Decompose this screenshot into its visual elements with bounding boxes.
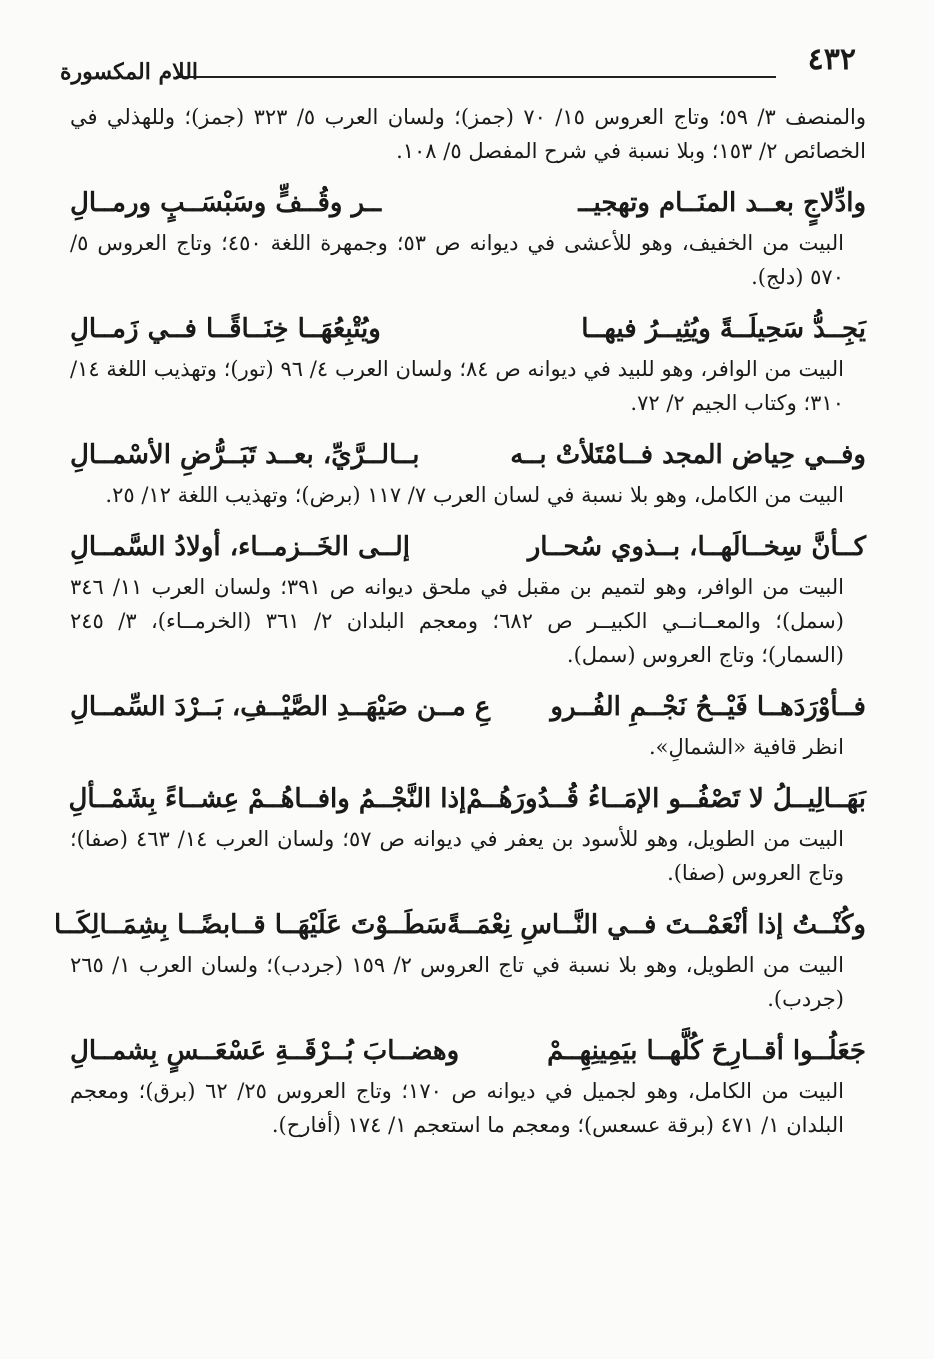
verse-first-hemistich: وفــي حِياض المجد فــامْتَلأتْ بــه (510, 440, 866, 470)
verse (70, 1028, 866, 1074)
entry-7 (54, 902, 866, 1016)
entry-note: البيت من الوافر، وهو للبيد في ديوانه ص ٨٤؛ ولسان العرب ٤/ ٩٦ (تور)؛ وتهذيب اللغة ١٤/ ٣١٠؛ وكتاب الجيم ٢/ ٧٢. (70, 357, 845, 415)
entry-3 (70, 432, 866, 512)
chapter-title: اللام المكسورة (60, 59, 199, 85)
entry-note: البيت من الوافر، وهو لتميم بن مقبل في ملحق ديوانه ص ٣٩١؛ ولسان العرب ١١/ ٣٤٦ (سمل)؛ والمعــانــي الكبيــر ص ٦٨٢؛ ومعجم البلدان ٢/ ٣٦١ (الخرمــاء)، ٣/ ٢٤٥ (السمار)؛ وتاج العروس (سمل). (70, 575, 844, 667)
verse (70, 524, 866, 570)
verse-first-hemistich: بَهَــالِيــلُ لا تَصْفُــو الإمَــاءُ قُــدُورَهُــمْ (466, 784, 866, 814)
verse (70, 432, 866, 478)
verse-second-hemistich: عِ مــن صَيْهَــدِ الصَّيْــفِ، بَــرْدَ السِّمــالِ (70, 692, 491, 722)
entry-1 (70, 180, 866, 294)
page-header (60, 40, 856, 92)
verse-first-hemistich: وكُنْــتُ إذا أنْعَمْــتَ فــي النَّــاسِ نِعْمَــةً (447, 910, 866, 940)
page-number: ٤٣٢ (807, 42, 856, 77)
verse-second-hemistich: إلــى الخَــزمــاء، أولادُ السَّمــالِ (70, 532, 411, 562)
verse-first-hemistich: وادِّلاجٍ بعــد المنَــام وتهجيــ (578, 188, 866, 218)
verse-second-hemistich: بــالــرَّيِّ، بعــد تَبَــرُّضِ الأسْمــالِ (70, 440, 420, 470)
entry-note: انظر قافية «الشمالِ». (648, 735, 844, 759)
entry-5 (70, 684, 866, 764)
entry-2 (70, 306, 866, 420)
verse (54, 902, 866, 948)
verse-second-hemistich: وهضــابَ بُــرْقَــةِ عَسْعَــسٍ بِشمــالِ (70, 1036, 460, 1066)
verse-second-hemistich: ويُتْبِعُهَــا خِنَــاقًــا فــي زَمــالِ (70, 314, 381, 344)
verse-second-hemistich: سَطَــوْتَ عَلَيْهَــا قــابضًــا بِشِمَــالِكَــا (54, 910, 448, 940)
verse-first-hemistich: يَجِــدُّ سَحِيلَــةً ويُثِيــرُ فيهــا (581, 314, 866, 344)
entry-note: البيت من الخفيف، وهو للأعشى في ديوانه ص ٥٣؛ وجمهرة اللغة ٤٥٠؛ وتاج العروس ٥/ ٥٧٠ (دلج). (70, 231, 845, 289)
verse-second-hemistich: إذا النَّجْــمُ وافــاهُــمْ عِشــاءً بِشَمْــألِ (68, 784, 467, 814)
verse (70, 776, 866, 822)
verse-first-hemistich: فــأوْرَدَهــا فَيْــحُ نَجْــمِ الفُــرو (550, 692, 866, 722)
verse-first-hemistich: جَعَلُــوا أقــارِحَ كُلَّهــا بيَمِينِهِــمْ (547, 1036, 866, 1066)
entry-note: البيت من الطويل، وهو للأسود بن يعفر في ديوانه ص ٥٧؛ ولسان العرب ١٤/ ٤٦٣ (صفا)؛ وتاج العروس (صفا). (70, 827, 844, 885)
verse (70, 306, 866, 352)
entry-note: البيت من الكامل، وهو بلا نسبة في لسان العرب ٧/ ١١٧ (برض)؛ وتهذيب اللغة ١٢/ ٢٥. (105, 483, 844, 507)
verse (70, 684, 866, 730)
header-rule (176, 76, 776, 78)
entry-6 (70, 776, 866, 890)
verse-first-hemistich: كــأنَّ سِخــالَهــا، بــذوي سُحــار (527, 532, 866, 562)
entry-4 (70, 524, 866, 672)
entry-note: البيت من الكامل، وهو لجميل في ديوانه ص ١٧٠؛ وتاج العروس ٢٥/ ٦٢ (برق)؛ ومعجم البلدان ١/ ٤٧١ (برقة عسعس)؛ ومعجم ما استعجم ١/ ١٧٤ (أفارح). (70, 1079, 844, 1137)
intro-note: والمنصف ٣/ ٥٩؛ وتاج العروس ١٥/ ٧٠ (جمز)؛ ولسان العرب ٥/ ٣٢٣ (جمز)؛ وللهذلي في الخصائص ٢/ ١٥٣؛ وبلا نسبة في شرح المفصل ٥/ ١٠٨. (70, 105, 866, 163)
verse (70, 180, 866, 226)
entry-8 (70, 1028, 866, 1142)
verse-second-hemistich: ــر وقُــفٍّ وسَبْسَــبٍ ورمــالِ (70, 188, 382, 218)
entry-note: البيت من الطويل، وهو بلا نسبة في تاج العروس ٢/ ١٥٩ (جردب)؛ ولسان العرب ١/ ٢٦٥ (جردب). (70, 953, 844, 1011)
page-body (54, 100, 866, 1142)
